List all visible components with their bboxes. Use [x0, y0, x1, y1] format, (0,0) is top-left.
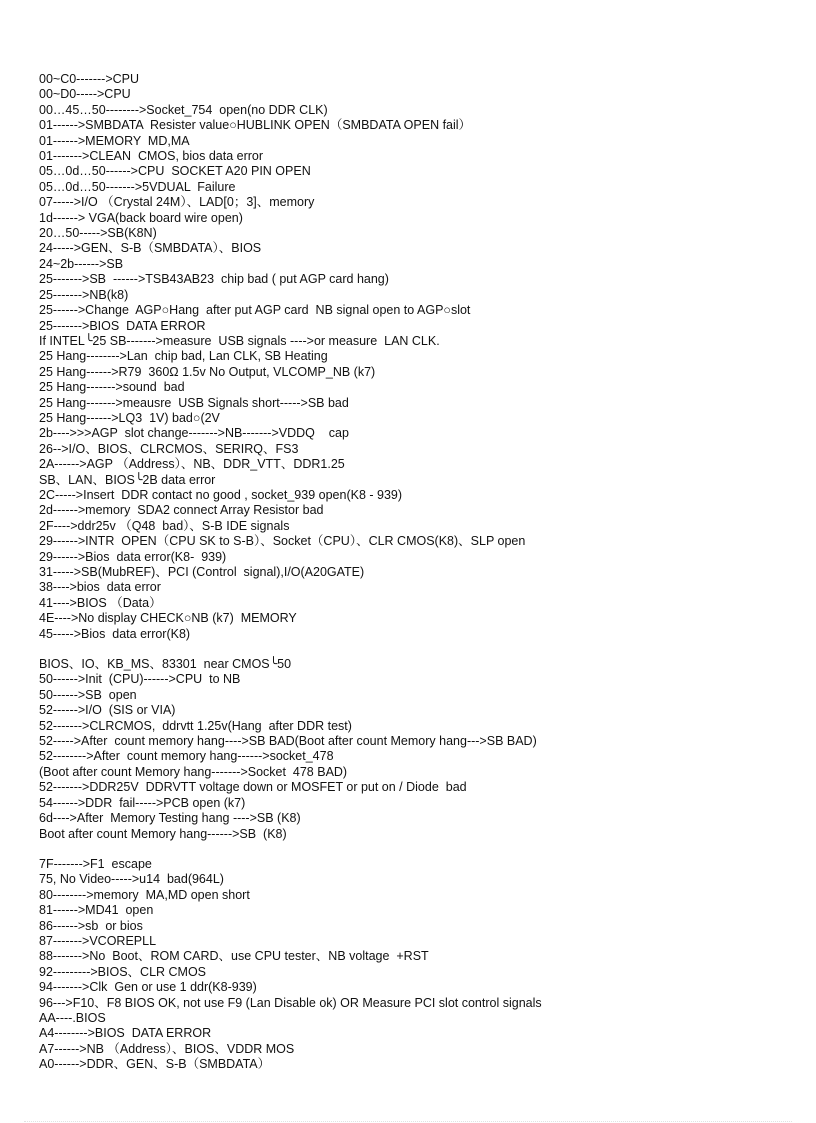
code-line: If INTEL╰25 SB------->measure USB signals ---->or measure LAN CLK.: [39, 333, 440, 348]
code-line: 01------>SMBDATA Resister value○HUBLINK OPEN（SMBDATA OPEN fail）: [39, 118, 472, 133]
code-line: 20…50----->SB(K8N): [39, 226, 157, 241]
code-line: 29------>INTR OPEN（CPU SK to S-B）、Socket（CPU）、CLR CMOS(K8)、SLP open: [39, 534, 526, 549]
code-line: 50------>Init (CPU)------>CPU to NB: [39, 672, 241, 687]
page-bottom-divider: [24, 1121, 792, 1122]
code-line: 01------>MEMORY MD,MA: [39, 133, 190, 148]
code-line: 29------>Bios data error(K8- 939): [39, 549, 227, 564]
code-line: A0------>DDR、GEN、S-B（SMBDATA）: [39, 1057, 271, 1072]
code-block-1: [39, 72, 799, 642]
code-line: 52------->DDR25V DDRVTT voltage down or MOSFET or put on / Diode bad: [39, 780, 467, 795]
document-body: [39, 72, 799, 1073]
code-line: 24----->GEN、S-B（SMBDATA）、BIOS: [39, 241, 262, 256]
code-line: 25------->BIOS DATA ERROR: [39, 318, 206, 333]
code-line: 81------>MD41 open: [39, 903, 154, 918]
code-line: 2b---->>>AGP slot change------->NB------->VDDQ cap: [39, 426, 349, 441]
code-line: 05…0d…50------>CPU SOCKET A20 PIN OPEN: [39, 164, 311, 179]
code-line: 25------->SB ------>TSB43AB23 chip bad ( put AGP card hang): [39, 272, 389, 287]
code-line: 38---->bios data error: [39, 580, 161, 595]
code-line: 4E---->No display CHECK○NB (k7) MEMORY: [39, 611, 297, 626]
code-line: 52------->CLRCMOS, ddrvtt 1.25v(Hang after DDR test): [39, 718, 352, 733]
code-line: 25------->NB(k8): [39, 287, 129, 302]
code-line: 52-------->After count memory hang------>socket_478: [39, 749, 334, 764]
code-line: 52------>I/O (SIS or VIA): [39, 703, 176, 718]
code-line: 25 Hang------>LQ3 1V) bad○(2V: [39, 410, 220, 425]
code-line: 31----->SB(MubREF)、PCI (Control signal),I/O(A20GATE): [39, 565, 365, 579]
code-line: 00~D0----->CPU: [39, 87, 131, 102]
code-line: AA----.BIOS: [39, 1010, 106, 1025]
code-line: 96--->F10、F8 BIOS OK, not use F9 (Lan Disable ok) OR Measure PCI slot control signals: [39, 995, 542, 1010]
code-line: 00…45…50-------->Socket_754 open(no DDR CLK): [39, 102, 328, 117]
code-line: 24~2b------>SB: [39, 256, 124, 271]
code-line: 87------->VCOREPLL: [39, 933, 157, 948]
code-line: 2d------>memory SDA2 connect Array Resistor bad: [39, 503, 324, 518]
code-line: 07----->I/O （Crystal 24M）、LAD[0；3]、memory: [39, 195, 315, 210]
code-line: 25 Hang------->sound bad: [39, 380, 185, 395]
code-line: 45----->Bios data error(K8): [39, 626, 191, 641]
code-line: A4-------->BIOS DATA ERROR: [39, 1026, 212, 1041]
code-line: 6d---->After Memory Testing hang ---->SB (K8): [39, 811, 301, 826]
code-line: (Boot after count Memory hang------->Socket 478 BAD): [39, 764, 348, 779]
code-line: 00~C0------->CPU: [39, 72, 140, 86]
code-line: 54------>DDR fail----->PCB open (k7): [39, 795, 246, 810]
code-line: A7------>NB （Address）、BIOS、VDDR MOS: [39, 1041, 295, 1056]
code-line: Boot after count Memory hang------>SB (K8): [39, 826, 287, 841]
code-line: 25 Hang------->meausre USB Signals short----->SB bad: [39, 395, 349, 410]
code-line: 86------>sb or bios: [39, 918, 143, 933]
code-line: 7F------->F1 escape: [39, 856, 152, 871]
code-block-3: [39, 857, 799, 1073]
code-line: 05…0d…50------->5VDUAL Failure: [39, 179, 236, 194]
code-line: 2C----->Insert DDR contact no good , socket_939 open(K8 - 939): [39, 487, 403, 502]
code-line: 75, No Video----->u14 bad(964L): [39, 872, 224, 887]
code-line: 2A------>AGP （Address）、NB、DDR_VTT、DDR1.25: [39, 457, 345, 472]
code-line: 25------>Change AGP○Hang after put AGP card NB signal open to AGP○slot: [39, 303, 471, 318]
code-line: 01------->CLEAN CMOS, bios data error: [39, 149, 264, 164]
code-line: 25 Hang------>R79 360Ω 1.5v No Output, VLCOMP_NB (k7): [39, 364, 376, 379]
code-line: 92--------->BIOS、CLR CMOS: [39, 964, 207, 979]
code-line: 50------>SB open: [39, 687, 137, 702]
code-line: 41---->BIOS （Data）: [39, 595, 162, 610]
code-block-2: [39, 657, 799, 842]
code-line: 80-------->memory MA,MD open short: [39, 887, 250, 902]
code-line: 25 Hang-------->Lan chip bad, Lan CLK, SB Heating: [39, 349, 328, 364]
code-line: 1d------> VGA(back board wire open): [39, 210, 243, 225]
code-line: BIOS、IO、KB_MS、83301 near CMOS╰50: [39, 657, 292, 672]
code-line: 2F---->ddr25v （Q48 bad）、S-B IDE signals: [39, 518, 290, 533]
code-line: SB、LAN、BIOS╰2B data error: [39, 472, 216, 487]
code-line: 52----->After count memory hang---->SB BAD(Boot after count Memory hang--->SB BAD): [39, 734, 537, 749]
code-line: 94------->Clk Gen or use 1 ddr(K8-939): [39, 980, 257, 995]
code-line: 88------->No Boot、ROM CARD、use CPU tester、NB voltage +RST: [39, 949, 429, 964]
code-line: 26-->I/O、BIOS、CLRCMOS、SERIRQ、FS3: [39, 441, 299, 456]
